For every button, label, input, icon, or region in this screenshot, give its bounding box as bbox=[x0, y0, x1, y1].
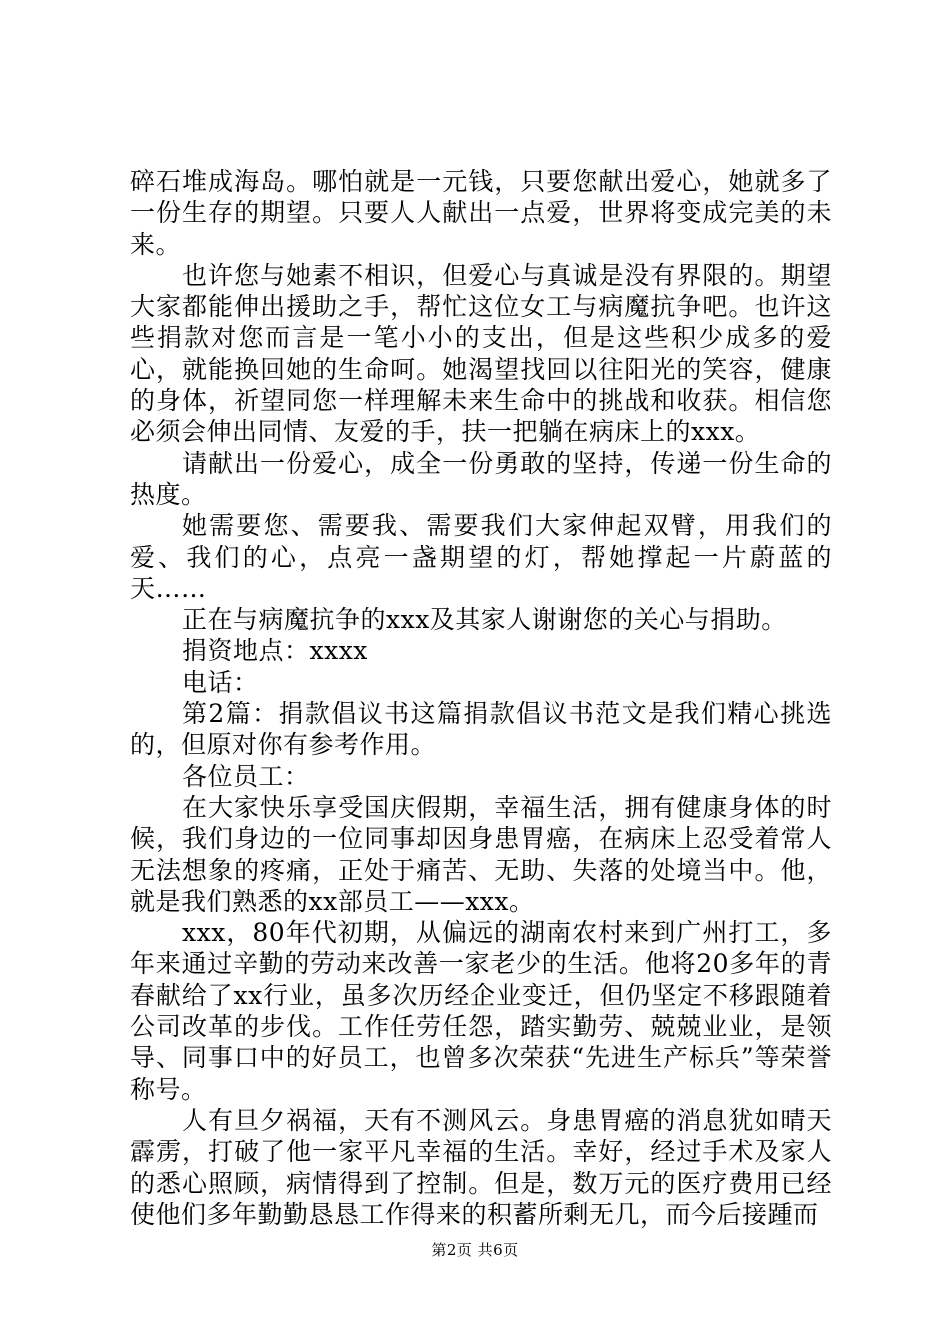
paragraph-12: 人有旦夕祸福，天有不测风云。身患胃癌的消息犹如晴天霹雳，打破了他一家平凡幸福的生活。幸好，经过手术及家人的悉心照顾，病情得到了控制。但是，数万元的医疗费用已经使他们多年勤勤恳恳工作得来的积蓄所剩无几，而今后接踵而 bbox=[130, 1105, 832, 1229]
paragraph-1: 碎石堆成海岛。哪怕就是一元钱，只要您献出爱心，她就多了一份生存的期望。只要人人献出一点爱，世界将变成完美的未来。 bbox=[130, 167, 832, 259]
paragraph-2: 也许您与她素不相识，但爱心与真诚是没有界限的。期望大家都能伸出援助之手，帮忙这位女工与病魔抗争吧。也许这些捐款对您而言是一笔小小的支出，但是这些积少成多的爱心，就能换回她的生命呵。她渴望找回以往阳光的笑容，健康的身体，祈望同您一样理解未来生命中的挑战和收获。相信您必须会伸出同情、友爱的手，扶一把躺在病床上的xxx。 bbox=[130, 260, 832, 447]
paragraph-10: 在大家快乐享受国庆假期，幸福生活，拥有健康身体的时候，我们身边的一位同事却因身患胃癌，在病床上忍受着常人无法想象的疼痛，正处于痛苦、无助、失落的处境当中。他，就是我们熟悉的xx部员工——xxx。 bbox=[130, 792, 832, 916]
paragraph-8: 第2篇：捐款倡议书这篇捐款倡议书范文是我们精心挑选的，但原对你有参考作用。 bbox=[130, 699, 832, 760]
paragraph-9: 各位员工： bbox=[182, 761, 310, 791]
paragraph-3: 请献出一份爱心，成全一份勇敢的坚持，传递一份生命的热度。 bbox=[130, 448, 832, 509]
paragraph-11: xxx，80年代初期，从偏远的湖南农村来到广州打工，多年来通过辛勤的劳动来改善一家老少的生活。他将20多年的青春献给了xx行业，虽多次历经企业变迁，但仍坚定不移跟随着公司改革的步伐。工作任劳任怨，踏实勤劳、兢兢业业，是领导、同事口中的好员工，也曾多次荣获“先进生产标兵”等荣誉称号。 bbox=[130, 918, 832, 1104]
paragraph-6: 捐资地点：xxxx bbox=[182, 636, 368, 666]
page-footer: 第2页 共6页 bbox=[431, 1241, 519, 1259]
document-body bbox=[130, 166, 832, 1230]
paragraph-5: 正在与病魔抗争的xxx及其家人谢谢您的关心与捐助。 bbox=[182, 605, 787, 635]
paragraph-4: 她需要您、需要我、需要我们大家伸起双臂，用我们的爱、我们的心，点亮一盏期望的灯，帮她撑起一片蔚蓝的天…… bbox=[130, 511, 832, 603]
paragraph-7: 电话： bbox=[182, 667, 259, 697]
